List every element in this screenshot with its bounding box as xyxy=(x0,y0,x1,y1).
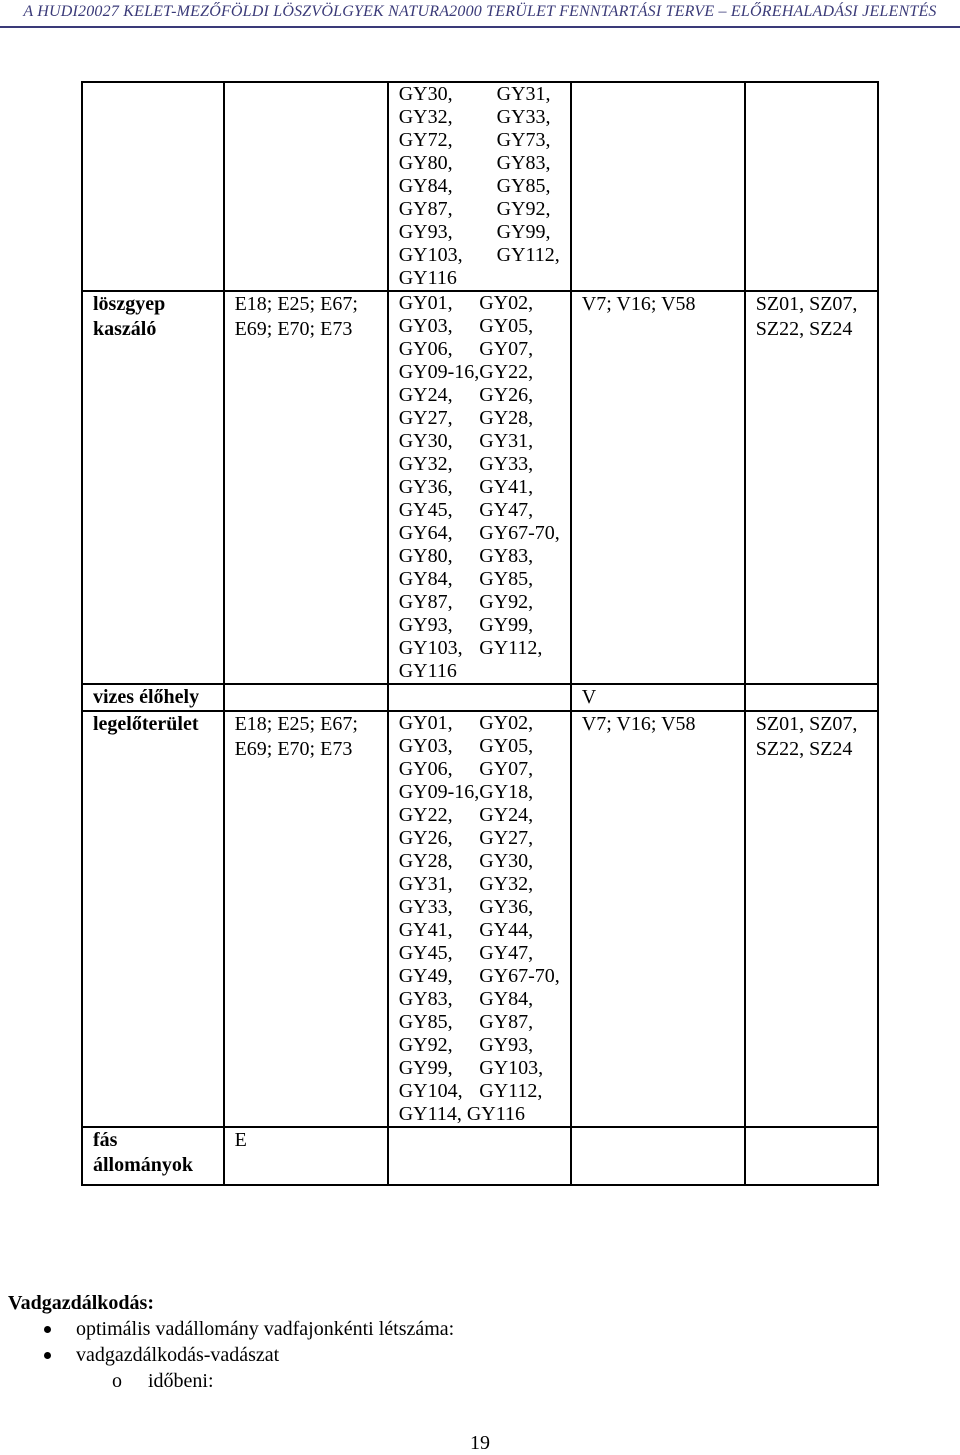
gy-code: GY05, xyxy=(479,315,534,337)
gy-code: GY28, xyxy=(398,850,453,872)
habitat-cell xyxy=(82,711,224,1127)
table-row xyxy=(82,82,878,291)
gy-code: GY18, xyxy=(479,781,534,803)
sz-code-cell xyxy=(745,291,878,684)
running-header xyxy=(0,0,960,28)
gy-code: GY93, xyxy=(479,1034,534,1056)
gy-code: GY80, xyxy=(398,545,453,567)
gy-list xyxy=(389,83,570,290)
game-management-section xyxy=(8,1290,454,1394)
gy-code: GY45, xyxy=(398,499,453,521)
gy-code: GY116 xyxy=(398,660,457,682)
gy-code: GY49, xyxy=(398,965,453,987)
e-codes: E69; E70; E73 xyxy=(234,738,353,760)
gy-code: GY45, xyxy=(398,942,453,964)
v-code-cell xyxy=(571,82,745,291)
gy-code: GY31, xyxy=(496,83,551,105)
v-code-cell xyxy=(571,684,745,711)
gy-code: GY31, xyxy=(398,873,453,895)
sz-codes: SZ22, SZ24 xyxy=(755,738,853,760)
gy-code: GY85, xyxy=(398,1011,453,1033)
gy-code: GY99, xyxy=(398,1057,453,1079)
gy-code: GY03, xyxy=(398,315,453,337)
sz-code-cell xyxy=(745,711,878,1127)
gy-code: GY92, xyxy=(496,198,551,220)
gy-code-cell xyxy=(388,291,571,684)
list-item-text: vadgazdálkodás-vadászat xyxy=(76,1344,280,1366)
gy-code: GY103, xyxy=(398,637,463,659)
gy-code: GY80, xyxy=(398,152,453,174)
gy-code-cell xyxy=(388,711,571,1127)
gy-code: GY09-16, xyxy=(398,361,480,383)
gy-code: GY83, xyxy=(398,988,453,1010)
gy-code: GY01, xyxy=(398,292,453,314)
gy-code: GY47, xyxy=(479,942,534,964)
gy-code: GY67-70, xyxy=(479,965,560,987)
gy-code-cell xyxy=(388,684,571,711)
habitat-table xyxy=(81,81,879,1186)
gy-code: GY33, xyxy=(496,106,551,128)
gy-code: GY92, xyxy=(479,591,534,613)
v-code-cell xyxy=(571,1127,745,1185)
table-row xyxy=(82,1127,878,1185)
gy-code: GY41, xyxy=(398,919,453,941)
gy-code: GY72, xyxy=(398,129,453,151)
gy-code: GY33, xyxy=(479,453,534,475)
gy-code: GY06, xyxy=(398,338,453,360)
gy-code: GY87, xyxy=(479,1011,534,1033)
gy-code: GY84, xyxy=(398,175,453,197)
gy-code: GY103, xyxy=(398,244,463,266)
gy-code: GY07, xyxy=(479,338,534,360)
gy-code: GY05, xyxy=(479,735,534,757)
list-item xyxy=(8,1316,454,1342)
bullet-list xyxy=(8,1316,454,1368)
gy-code: GY36, xyxy=(479,896,534,918)
habitat-cell xyxy=(82,291,224,684)
gy-list xyxy=(389,712,570,1126)
section-heading: Vadgazdálkodás: xyxy=(8,1292,154,1314)
list-item xyxy=(8,1342,454,1368)
gy-code-cell xyxy=(388,1127,571,1185)
gy-code: GY44, xyxy=(479,919,534,941)
gy-code: GY83, xyxy=(496,152,551,174)
gy-code: GY99, xyxy=(479,614,534,636)
gy-code: GY06, xyxy=(398,758,453,780)
gy-code: GY22, xyxy=(479,361,534,383)
sz-codes: SZ01, SZ07, xyxy=(755,713,858,735)
gy-code: GY30, xyxy=(479,850,534,872)
gy-code: GY83, xyxy=(479,545,534,567)
gy-code: GY01, xyxy=(398,712,453,734)
gy-code: GY87, xyxy=(398,198,453,220)
habitat-name: vizes élőhely xyxy=(93,686,200,708)
gy-code: GY27, xyxy=(398,407,453,429)
table-row xyxy=(82,711,878,1127)
gy-code: GY87, xyxy=(398,591,453,613)
gy-code: GY32, xyxy=(479,873,534,895)
gy-code: GY116 xyxy=(398,267,457,289)
gy-code: GY92, xyxy=(398,1034,453,1056)
e-code-cell xyxy=(224,291,388,684)
list-item-text: időbeni: xyxy=(148,1370,214,1392)
sub-bullet-marker: o xyxy=(112,1370,122,1392)
v-codes: V xyxy=(581,686,597,708)
gy-code: GY84, xyxy=(398,568,453,590)
gy-code: GY32, xyxy=(398,106,453,128)
table-row xyxy=(82,684,878,711)
gy-code: GY07, xyxy=(479,758,534,780)
sz-codes: SZ22, SZ24 xyxy=(755,318,853,340)
gy-list xyxy=(389,292,570,683)
habitat-name: kaszáló xyxy=(93,318,157,340)
gy-code: GY112, xyxy=(496,244,560,266)
gy-code: GY09-16, xyxy=(398,781,480,803)
e-codes: E18; E25; E67; xyxy=(234,713,358,735)
habitat-name: állományok xyxy=(93,1154,194,1176)
gy-code: GY02, xyxy=(479,292,534,314)
habitat-cell xyxy=(82,684,224,711)
gy-code: GY28, xyxy=(479,407,534,429)
gy-code: GY24, xyxy=(398,384,453,406)
sz-code-cell xyxy=(745,684,878,711)
v-code-cell xyxy=(571,711,745,1127)
habitat-cell xyxy=(82,82,224,291)
gy-code: GY02, xyxy=(479,712,534,734)
gy-code: GY47, xyxy=(479,499,534,521)
gy-code: GY112, xyxy=(479,1080,543,1102)
gy-code: GY26, xyxy=(398,827,453,849)
gy-code: GY114, GY116 xyxy=(398,1103,525,1125)
gy-code: GY64, xyxy=(398,522,453,544)
page-number: 19 xyxy=(470,1432,490,1454)
gy-code: GY27, xyxy=(479,827,534,849)
gy-code: GY93, xyxy=(398,221,453,243)
list-item-text: optimális vadállomány vadfajonkénti létszáma: xyxy=(76,1318,455,1340)
gy-code: GY33, xyxy=(398,896,453,918)
gy-code: GY31, xyxy=(479,430,534,452)
gy-code: GY30, xyxy=(398,83,453,105)
gy-code: GY30, xyxy=(398,430,453,452)
gy-code: GY67-70, xyxy=(479,522,560,544)
sz-codes: SZ01, SZ07, xyxy=(755,293,858,315)
e-code-cell xyxy=(224,684,388,711)
e-codes: E18; E25; E67; xyxy=(234,293,358,315)
table-row xyxy=(82,291,878,684)
gy-code: GY73, xyxy=(496,129,551,151)
gy-code: GY36, xyxy=(398,476,453,498)
sub-list-item xyxy=(8,1368,454,1394)
v-codes: V7; V16; V58 xyxy=(581,293,696,315)
gy-code: GY26, xyxy=(479,384,534,406)
habitat-cell xyxy=(82,1127,224,1185)
gy-code: GY24, xyxy=(479,804,534,826)
gy-code: GY03, xyxy=(398,735,453,757)
v-codes: V7; V16; V58 xyxy=(581,713,696,735)
e-codes: E69; E70; E73 xyxy=(234,318,353,340)
gy-code: GY41, xyxy=(479,476,534,498)
sz-code-cell xyxy=(745,82,878,291)
sz-code-cell xyxy=(745,1127,878,1185)
gy-code: GY104, xyxy=(398,1080,463,1102)
gy-code-cell xyxy=(388,82,571,291)
e-codes: E xyxy=(234,1129,247,1151)
habitat-name: fás xyxy=(93,1129,118,1151)
gy-code: GY32, xyxy=(398,453,453,475)
gy-code: GY99, xyxy=(496,221,551,243)
gy-code: GY84, xyxy=(479,988,534,1010)
habitat-name: löszgyep xyxy=(93,293,166,315)
e-code-cell xyxy=(224,82,388,291)
v-code-cell xyxy=(571,291,745,684)
gy-code: GY85, xyxy=(496,175,551,197)
gy-code: GY22, xyxy=(398,804,453,826)
gy-code: GY112, xyxy=(479,637,543,659)
gy-code: GY93, xyxy=(398,614,453,636)
gy-code: GY85, xyxy=(479,568,534,590)
e-code-cell xyxy=(224,711,388,1127)
habitat-name: legelőterület xyxy=(93,713,199,735)
header-title: A HUDI20027 KELET-MEZŐFÖLDI LÖSZVÖLGYEK NATURA2000 TERÜLET FENNTARTÁSI TERVE – ELŐREHALADÁSI JELENTÉS xyxy=(23,3,937,20)
gy-code: GY103, xyxy=(479,1057,544,1079)
e-code-cell xyxy=(224,1127,388,1185)
